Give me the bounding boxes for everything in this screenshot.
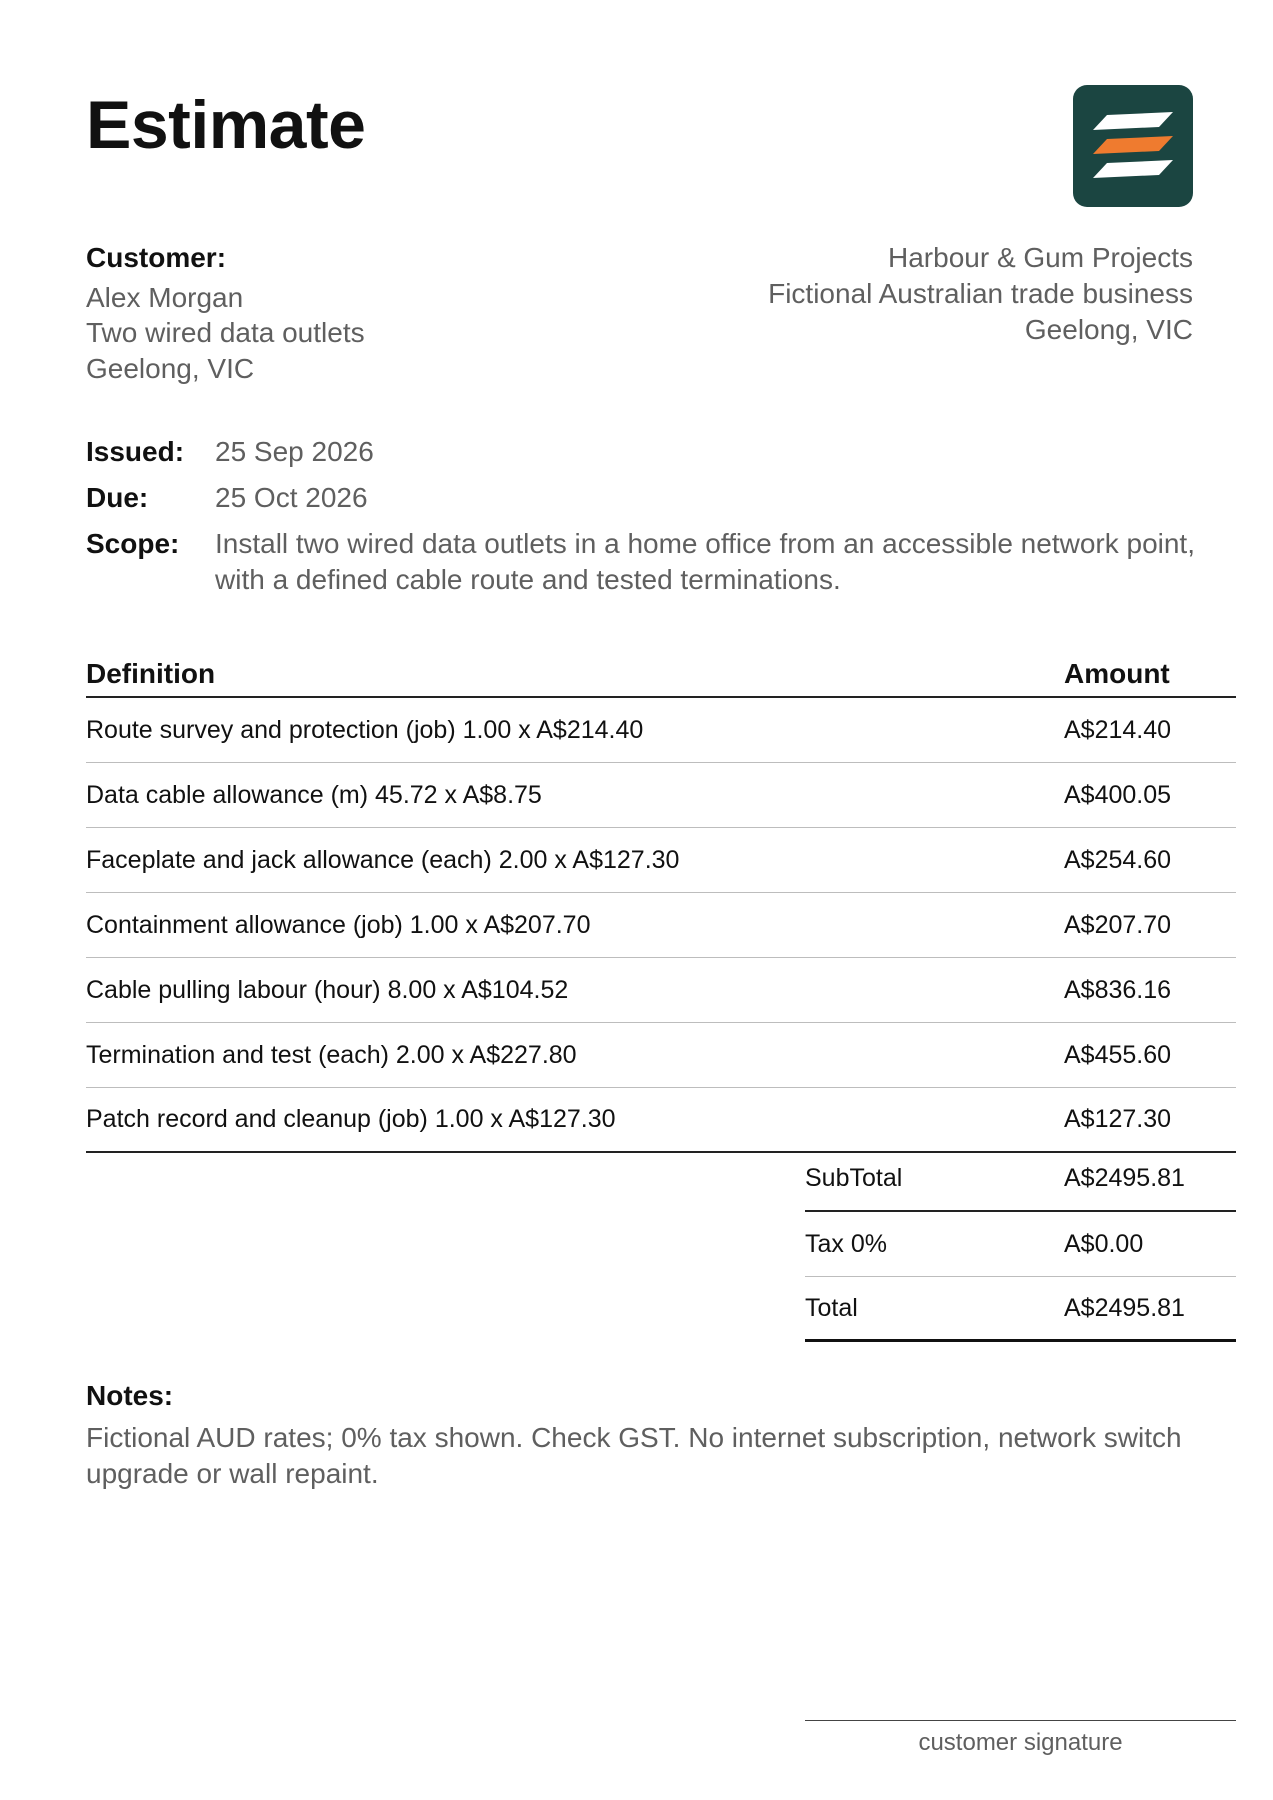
scope-text: Install two wired data outlets in a home office from an accessible network point, with a defined cable route and tested terminations. (215, 528, 1195, 595)
customer-name: Alex Morgan (86, 281, 244, 313)
customer-job: Two wired data outlets (86, 317, 365, 348)
issued-row (86, 434, 1236, 470)
table-row (86, 1088, 1236, 1153)
row-definition: Termination and test (each) 2.00 x A$227.80 (86, 1040, 577, 1069)
due-date: 25 Oct 2026 (215, 482, 368, 513)
row-amount: A$207.70 (1064, 910, 1172, 939)
row-definition: Faceplate and jack allowance (each) 2.00 x A$127.30 (86, 845, 680, 874)
row-definition: Cable pulling labour (hour) 8.00 x A$104.52 (86, 975, 569, 1004)
scope-row (86, 526, 1236, 598)
estimate-meta (86, 434, 1236, 608)
tax-label: Tax 0% (805, 1229, 887, 1258)
due-label: Due: (86, 482, 149, 513)
row-amount: A$400.05 (1064, 780, 1172, 809)
row-amount: A$836.16 (1064, 975, 1172, 1004)
tax-value: A$0.00 (1064, 1229, 1144, 1258)
total-value: A$2495.81 (1064, 1293, 1185, 1322)
signature-label: customer signature (918, 1729, 1123, 1756)
table-row (86, 828, 1236, 893)
due-row (86, 480, 1236, 516)
definition-header: Definition (86, 658, 216, 689)
page-title: Estimate (86, 87, 366, 163)
total-label: Total (805, 1293, 858, 1322)
row-amount: A$214.40 (1064, 715, 1172, 744)
table-row (86, 893, 1236, 958)
table-row (86, 1023, 1236, 1088)
table-row (86, 698, 1236, 763)
subtotal-row (805, 1147, 1236, 1212)
issued-date: 25 Sep 2026 (215, 436, 374, 467)
notes-block (86, 1378, 1236, 1492)
notes-label: Notes: (86, 1380, 174, 1411)
table-row (86, 958, 1236, 1023)
total-row (805, 1277, 1236, 1342)
row-definition: Data cable allowance (m) 45.72 x A$8.75 (86, 780, 542, 809)
stacked-layers-logo-icon (1073, 85, 1193, 207)
row-definition: Patch record and cleanup (job) 1.00 x A$127.30 (86, 1105, 616, 1133)
amount-header: Amount (1064, 658, 1170, 689)
business-name: Harbour & Gum Projects (888, 242, 1193, 273)
business-block (768, 240, 1193, 348)
scope-label: Scope: (86, 528, 180, 559)
business-location: Geelong, VIC (1024, 314, 1193, 345)
customer-block (86, 240, 365, 386)
totals-block (805, 1147, 1236, 1342)
table-header (86, 652, 1236, 698)
line-items-table (86, 652, 1236, 1153)
notes-text: Fictional AUD rates; 0% tax shown. Check GST. No internet subscription, network switch upgrade or wall repaint. (86, 1422, 1182, 1489)
customer-signature-line[interactable] (805, 1720, 1236, 1757)
customer-label: Customer: (86, 242, 227, 273)
table-row (86, 763, 1236, 828)
subtotal-value: A$2495.81 (1064, 1164, 1185, 1192)
subtotal-label: SubTotal (805, 1164, 903, 1192)
business-description: Fictional Australian trade business (768, 278, 1193, 309)
row-definition: Containment allowance (job) 1.00 x A$207.70 (86, 910, 591, 939)
issued-label: Issued: (86, 436, 185, 467)
row-definition: Route survey and protection (job) 1.00 x A$214.40 (86, 715, 644, 744)
customer-location: Geelong, VIC (86, 352, 255, 384)
row-amount: A$254.60 (1064, 845, 1172, 874)
row-amount: A$127.30 (1064, 1105, 1172, 1133)
row-amount: A$455.60 (1064, 1040, 1172, 1069)
tax-row (805, 1212, 1236, 1277)
